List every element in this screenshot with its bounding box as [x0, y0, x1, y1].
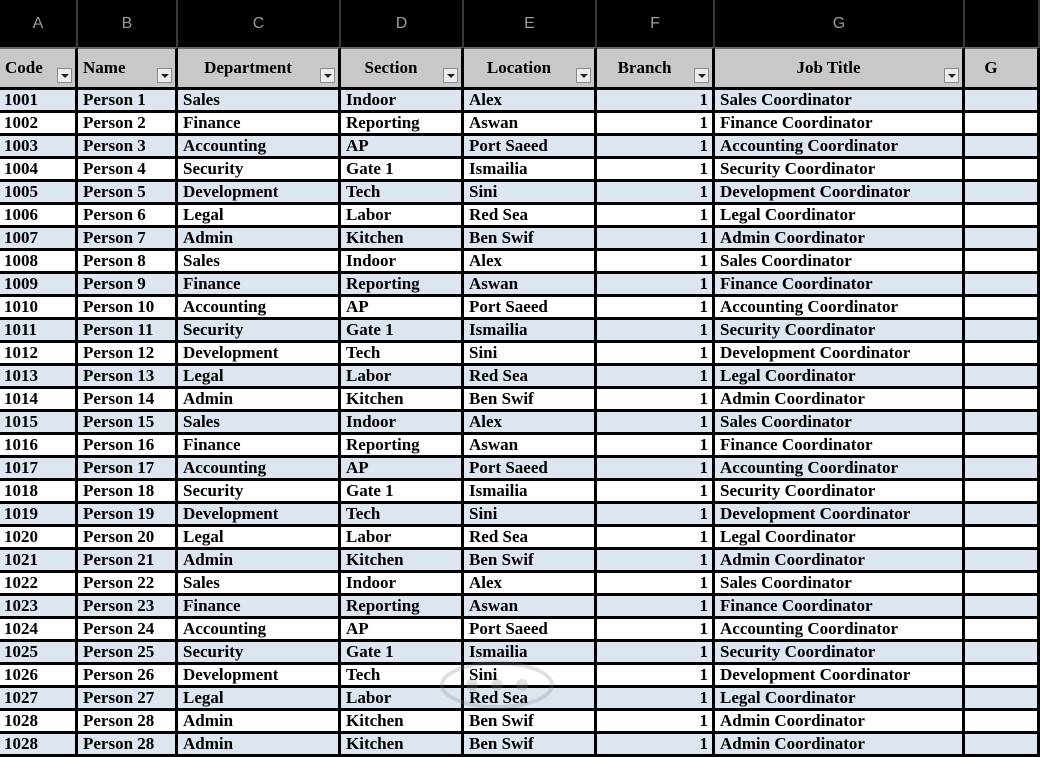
branch-cell[interactable]: 1	[597, 297, 715, 320]
department-cell[interactable]: Security	[178, 481, 341, 504]
section-cell[interactable]: Indoor	[341, 573, 464, 596]
job-title-cell[interactable]: Sales Coordinator	[715, 90, 965, 113]
name-cell[interactable]: Person 17	[78, 458, 178, 481]
table-row	[0, 90, 1040, 113]
table-row	[0, 412, 1040, 435]
name-cell[interactable]: Person 20	[78, 527, 178, 550]
table-row	[0, 205, 1040, 228]
department-cell[interactable]: Security	[178, 642, 341, 665]
branch-cell[interactable]: 1	[597, 136, 715, 159]
branch-cell[interactable]: 1	[597, 228, 715, 251]
section-cell[interactable]: Tech	[341, 665, 464, 688]
header-label: Location	[486, 58, 552, 77]
department-cell[interactable]: Sales	[178, 573, 341, 596]
table-row	[0, 458, 1040, 481]
location-cell[interactable]: Sini	[464, 665, 597, 688]
table-row	[0, 343, 1040, 366]
empty-cell[interactable]	[965, 136, 1040, 159]
table-row	[0, 274, 1040, 297]
name-cell[interactable]: Person 4	[78, 159, 178, 182]
department-cell[interactable]: Admin	[178, 711, 341, 734]
job-title-cell[interactable]: Accounting Coordinator	[715, 297, 965, 320]
branch-cell[interactable]: 1	[597, 274, 715, 297]
job-title-cell[interactable]: Security Coordinator	[715, 159, 965, 182]
section-cell[interactable]: Kitchen	[341, 389, 464, 412]
column-letter-0[interactable]: A	[0, 0, 78, 47]
section-cell[interactable]: Indoor	[341, 412, 464, 435]
department-cell[interactable]: Legal	[178, 527, 341, 550]
column-letter-5[interactable]: F	[597, 0, 715, 47]
empty-cell[interactable]	[965, 550, 1040, 573]
location-cell[interactable]: Red Sea	[464, 527, 597, 550]
name-cell[interactable]: Person 28	[78, 734, 178, 757]
name-cell[interactable]: Person 13	[78, 366, 178, 389]
job-title-cell[interactable]: Legal Coordinator	[715, 366, 965, 389]
empty-cell[interactable]	[965, 619, 1040, 642]
empty-cell[interactable]	[965, 113, 1040, 136]
table-row	[0, 711, 1040, 734]
code-cell[interactable]: 1002	[0, 113, 78, 136]
section-cell[interactable]: AP	[341, 136, 464, 159]
code-cell[interactable]: 1023	[0, 596, 78, 619]
location-cell[interactable]: Aswan	[464, 435, 597, 458]
table-row	[0, 320, 1040, 343]
section-cell[interactable]: Indoor	[341, 251, 464, 274]
name-cell[interactable]: Person 21	[78, 550, 178, 573]
empty-cell[interactable]	[965, 481, 1040, 504]
filter-dropdown-button[interactable]	[694, 68, 709, 83]
table-row	[0, 596, 1040, 619]
job-title-cell[interactable]: Sales Coordinator	[715, 251, 965, 274]
name-cell[interactable]: Person 15	[78, 412, 178, 435]
department-cell[interactable]: Legal	[178, 366, 341, 389]
empty-cell[interactable]	[965, 343, 1040, 366]
empty-cell[interactable]	[965, 596, 1040, 619]
table-row	[0, 366, 1040, 389]
section-cell[interactable]: Labor	[341, 366, 464, 389]
section-cell[interactable]: Reporting	[341, 274, 464, 297]
header-cell-4[interactable]	[464, 47, 597, 90]
header-label: Section	[364, 58, 418, 77]
column-letters-row	[0, 0, 1040, 47]
branch-cell[interactable]: 1	[597, 596, 715, 619]
section-cell[interactable]: Reporting	[341, 113, 464, 136]
location-cell[interactable]: Ismailia	[464, 481, 597, 504]
code-cell[interactable]: 1014	[0, 389, 78, 412]
location-cell[interactable]: Ben Swif	[464, 711, 597, 734]
header-label: Name	[83, 58, 126, 77]
location-cell[interactable]: Aswan	[464, 274, 597, 297]
section-cell[interactable]: Tech	[341, 343, 464, 366]
code-cell[interactable]: 1006	[0, 205, 78, 228]
code-cell[interactable]: 1017	[0, 458, 78, 481]
section-cell[interactable]: Kitchen	[341, 550, 464, 573]
empty-cell[interactable]	[965, 205, 1040, 228]
code-cell[interactable]: 1021	[0, 550, 78, 573]
code-cell[interactable]: 1012	[0, 343, 78, 366]
section-cell[interactable]: Kitchen	[341, 734, 464, 757]
name-cell[interactable]: Person 9	[78, 274, 178, 297]
job-title-cell[interactable]: Finance Coordinator	[715, 274, 965, 297]
section-cell[interactable]: Gate 1	[341, 159, 464, 182]
location-cell[interactable]: Aswan	[464, 113, 597, 136]
code-cell[interactable]: 1026	[0, 665, 78, 688]
column-letter-7[interactable]	[965, 0, 1040, 47]
job-title-cell[interactable]: Accounting Coordinator	[715, 458, 965, 481]
code-cell[interactable]: 1018	[0, 481, 78, 504]
department-cell[interactable]: Admin	[178, 550, 341, 573]
name-cell[interactable]: Person 3	[78, 136, 178, 159]
location-cell[interactable]: Ben Swif	[464, 228, 597, 251]
empty-cell[interactable]	[965, 711, 1040, 734]
table-row	[0, 527, 1040, 550]
department-cell[interactable]: Admin	[178, 228, 341, 251]
job-title-cell[interactable]: Development Coordinator	[715, 182, 965, 205]
location-cell[interactable]: Aswan	[464, 596, 597, 619]
code-cell[interactable]: 1004	[0, 159, 78, 182]
location-cell[interactable]: Ismailia	[464, 642, 597, 665]
table-row	[0, 688, 1040, 711]
name-cell[interactable]: Person 19	[78, 504, 178, 527]
department-cell[interactable]: Finance	[178, 274, 341, 297]
location-cell[interactable]: Ismailia	[464, 320, 597, 343]
section-cell[interactable]: AP	[341, 619, 464, 642]
section-cell[interactable]: Labor	[341, 205, 464, 228]
section-cell[interactable]: Gate 1	[341, 320, 464, 343]
header-cell-6[interactable]	[715, 47, 965, 90]
empty-cell[interactable]	[965, 734, 1040, 757]
code-cell[interactable]: 1007	[0, 228, 78, 251]
section-cell[interactable]: AP	[341, 458, 464, 481]
section-cell[interactable]: Gate 1	[341, 481, 464, 504]
section-cell[interactable]: Kitchen	[341, 228, 464, 251]
location-cell[interactable]: Sini	[464, 504, 597, 527]
branch-cell[interactable]: 1	[597, 734, 715, 757]
location-cell[interactable]: Ben Swif	[464, 550, 597, 573]
department-cell[interactable]: Legal	[178, 688, 341, 711]
empty-cell[interactable]	[965, 389, 1040, 412]
empty-cell[interactable]	[965, 228, 1040, 251]
table-row	[0, 619, 1040, 642]
branch-cell[interactable]: 1	[597, 481, 715, 504]
job-title-cell[interactable]: Finance Coordinator	[715, 435, 965, 458]
table-row	[0, 734, 1040, 757]
table-row	[0, 550, 1040, 573]
department-cell[interactable]: Accounting	[178, 458, 341, 481]
name-cell[interactable]: Person 6	[78, 205, 178, 228]
branch-cell[interactable]: 1	[597, 343, 715, 366]
job-title-cell[interactable]: Admin Coordinator	[715, 734, 965, 757]
branch-cell[interactable]: 1	[597, 389, 715, 412]
department-cell[interactable]: Accounting	[178, 136, 341, 159]
empty-cell[interactable]	[965, 274, 1040, 297]
empty-cell[interactable]	[965, 182, 1040, 205]
header-cell-1[interactable]	[78, 47, 178, 90]
table-row	[0, 573, 1040, 596]
table-row	[0, 136, 1040, 159]
job-title-cell[interactable]: Security Coordinator	[715, 320, 965, 343]
code-cell[interactable]: 1019	[0, 504, 78, 527]
code-cell[interactable]: 1027	[0, 688, 78, 711]
header-label: G	[984, 58, 998, 77]
table-header-row	[0, 47, 1040, 90]
section-cell[interactable]: Reporting	[341, 435, 464, 458]
filter-dropdown-button[interactable]	[320, 68, 335, 83]
table-row	[0, 642, 1040, 665]
location-cell[interactable]: Sini	[464, 182, 597, 205]
location-cell[interactable]: Port Saeed	[464, 619, 597, 642]
table-row	[0, 665, 1040, 688]
filter-dropdown-button[interactable]	[157, 68, 172, 83]
section-cell[interactable]: Tech	[341, 182, 464, 205]
department-cell[interactable]: Finance	[178, 113, 341, 136]
department-cell[interactable]: Admin	[178, 734, 341, 757]
branch-cell[interactable]: 1	[597, 665, 715, 688]
location-cell[interactable]: Port Saeed	[464, 136, 597, 159]
empty-cell[interactable]	[965, 435, 1040, 458]
section-cell[interactable]: Indoor	[341, 90, 464, 113]
header-cell-7[interactable]	[965, 47, 1040, 90]
branch-cell[interactable]: 1	[597, 182, 715, 205]
section-cell[interactable]: Kitchen	[341, 711, 464, 734]
code-cell[interactable]: 1009	[0, 274, 78, 297]
header-cell-5[interactable]	[597, 47, 715, 90]
name-cell[interactable]: Person 2	[78, 113, 178, 136]
empty-cell[interactable]	[965, 297, 1040, 320]
section-cell[interactable]: Reporting	[341, 596, 464, 619]
code-cell[interactable]: 1015	[0, 412, 78, 435]
location-cell[interactable]: Red Sea	[464, 366, 597, 389]
code-cell[interactable]: 1028	[0, 711, 78, 734]
name-cell[interactable]: Person 11	[78, 320, 178, 343]
job-title-cell[interactable]: Development Coordinator	[715, 665, 965, 688]
name-cell[interactable]: Person 28	[78, 711, 178, 734]
department-cell[interactable]: Accounting	[178, 297, 341, 320]
branch-cell[interactable]: 1	[597, 711, 715, 734]
table-row	[0, 182, 1040, 205]
department-cell[interactable]: Sales	[178, 412, 341, 435]
empty-cell[interactable]	[965, 504, 1040, 527]
branch-cell[interactable]: 1	[597, 504, 715, 527]
job-title-cell[interactable]: Security Coordinator	[715, 642, 965, 665]
code-cell[interactable]: 1024	[0, 619, 78, 642]
department-cell[interactable]: Legal	[178, 205, 341, 228]
table-row	[0, 504, 1040, 527]
code-cell[interactable]: 1001	[0, 90, 78, 113]
branch-cell[interactable]: 1	[597, 688, 715, 711]
code-cell[interactable]: 1028	[0, 734, 78, 757]
branch-cell[interactable]: 1	[597, 573, 715, 596]
column-letter-3[interactable]: D	[341, 0, 464, 47]
empty-cell[interactable]	[965, 642, 1040, 665]
name-cell[interactable]: Person 1	[78, 90, 178, 113]
branch-cell[interactable]: 1	[597, 458, 715, 481]
filter-dropdown-button[interactable]	[944, 68, 959, 83]
filter-dropdown-button[interactable]	[576, 68, 591, 83]
code-cell[interactable]: 1025	[0, 642, 78, 665]
name-cell[interactable]: Person 7	[78, 228, 178, 251]
branch-cell[interactable]: 1	[597, 320, 715, 343]
job-title-cell[interactable]: Accounting Coordinator	[715, 619, 965, 642]
code-cell[interactable]: 1010	[0, 297, 78, 320]
job-title-cell[interactable]: Admin Coordinator	[715, 389, 965, 412]
location-cell[interactable]: Red Sea	[464, 205, 597, 228]
name-cell[interactable]: Person 24	[78, 619, 178, 642]
job-title-cell[interactable]: Finance Coordinator	[715, 113, 965, 136]
header-cell-3[interactable]	[341, 47, 464, 90]
header-cell-0[interactable]	[0, 47, 78, 90]
name-cell[interactable]: Person 5	[78, 182, 178, 205]
location-cell[interactable]: Ben Swif	[464, 389, 597, 412]
code-cell[interactable]: 1008	[0, 251, 78, 274]
job-title-cell[interactable]: Finance Coordinator	[715, 596, 965, 619]
department-cell[interactable]: Security	[178, 159, 341, 182]
location-cell[interactable]: Alex	[464, 412, 597, 435]
branch-cell[interactable]: 1	[597, 90, 715, 113]
department-cell[interactable]: Development	[178, 182, 341, 205]
branch-cell[interactable]: 1	[597, 366, 715, 389]
name-cell[interactable]: Person 10	[78, 297, 178, 320]
code-cell[interactable]: 1003	[0, 136, 78, 159]
code-cell[interactable]: 1011	[0, 320, 78, 343]
table-body	[0, 90, 1040, 757]
empty-cell[interactable]	[965, 458, 1040, 481]
table-row	[0, 159, 1040, 182]
column-letter-4[interactable]: E	[464, 0, 597, 47]
job-title-cell[interactable]: Admin Coordinator	[715, 228, 965, 251]
department-cell[interactable]: Development	[178, 343, 341, 366]
table-row	[0, 228, 1040, 251]
job-title-cell[interactable]: Accounting Coordinator	[715, 136, 965, 159]
table-row	[0, 251, 1040, 274]
section-cell[interactable]: Gate 1	[341, 642, 464, 665]
table-row	[0, 113, 1040, 136]
branch-cell[interactable]: 1	[597, 550, 715, 573]
location-cell[interactable]: Alex	[464, 573, 597, 596]
table-row	[0, 481, 1040, 504]
department-cell[interactable]: Admin	[178, 389, 341, 412]
empty-cell[interactable]	[965, 527, 1040, 550]
column-letter-1[interactable]: B	[78, 0, 178, 47]
name-cell[interactable]: Person 12	[78, 343, 178, 366]
job-title-cell[interactable]: Admin Coordinator	[715, 550, 965, 573]
branch-cell[interactable]: 1	[597, 642, 715, 665]
job-title-cell[interactable]: Sales Coordinator	[715, 412, 965, 435]
empty-cell[interactable]	[965, 366, 1040, 389]
empty-cell[interactable]	[965, 320, 1040, 343]
column-letter-6[interactable]: G	[715, 0, 965, 47]
empty-cell[interactable]	[965, 159, 1040, 182]
branch-cell[interactable]: 1	[597, 619, 715, 642]
code-cell[interactable]: 1016	[0, 435, 78, 458]
header-label: Department	[204, 58, 292, 77]
table-row	[0, 297, 1040, 320]
code-cell[interactable]: 1005	[0, 182, 78, 205]
job-title-cell[interactable]: Sales Coordinator	[715, 573, 965, 596]
branch-cell[interactable]: 1	[597, 159, 715, 182]
job-title-cell[interactable]: Development Coordinator	[715, 343, 965, 366]
header-cell-2[interactable]	[178, 47, 341, 90]
department-cell[interactable]: Sales	[178, 90, 341, 113]
section-cell[interactable]: Tech	[341, 504, 464, 527]
location-cell[interactable]: Red Sea	[464, 688, 597, 711]
location-cell[interactable]: Port Saeed	[464, 458, 597, 481]
name-cell[interactable]: Person 8	[78, 251, 178, 274]
location-cell[interactable]: Port Saeed	[464, 297, 597, 320]
branch-cell[interactable]: 1	[597, 251, 715, 274]
location-cell[interactable]: Alex	[464, 251, 597, 274]
branch-cell[interactable]: 1	[597, 435, 715, 458]
department-cell[interactable]: Finance	[178, 435, 341, 458]
column-letter-2[interactable]: C	[178, 0, 341, 47]
department-cell[interactable]: Development	[178, 504, 341, 527]
code-cell[interactable]: 1022	[0, 573, 78, 596]
job-title-cell[interactable]: Admin Coordinator	[715, 711, 965, 734]
table-row	[0, 389, 1040, 412]
department-cell[interactable]: Security	[178, 320, 341, 343]
empty-cell[interactable]	[965, 573, 1040, 596]
empty-cell[interactable]	[965, 665, 1040, 688]
code-cell[interactable]: 1013	[0, 366, 78, 389]
empty-cell[interactable]	[965, 90, 1040, 113]
job-title-cell[interactable]: Security Coordinator	[715, 481, 965, 504]
branch-cell[interactable]: 1	[597, 412, 715, 435]
department-cell[interactable]: Sales	[178, 251, 341, 274]
section-cell[interactable]: Labor	[341, 688, 464, 711]
location-cell[interactable]: Alex	[464, 90, 597, 113]
department-cell[interactable]: Development	[178, 665, 341, 688]
name-cell[interactable]: Person 16	[78, 435, 178, 458]
section-cell[interactable]: AP	[341, 297, 464, 320]
location-cell[interactable]: Ismailia	[464, 159, 597, 182]
filter-dropdown-button[interactable]	[57, 68, 72, 83]
name-cell[interactable]: Person 23	[78, 596, 178, 619]
department-cell[interactable]: Accounting	[178, 619, 341, 642]
job-title-cell[interactable]: Legal Coordinator	[715, 527, 965, 550]
branch-cell[interactable]: 1	[597, 113, 715, 136]
name-cell[interactable]: Person 22	[78, 573, 178, 596]
branch-cell[interactable]: 1	[597, 205, 715, 228]
name-cell[interactable]: Person 18	[78, 481, 178, 504]
name-cell[interactable]: Person 26	[78, 665, 178, 688]
location-cell[interactable]: Sini	[464, 343, 597, 366]
job-title-cell[interactable]: Legal Coordinator	[715, 688, 965, 711]
name-cell[interactable]: Person 27	[78, 688, 178, 711]
empty-cell[interactable]	[965, 412, 1040, 435]
branch-cell[interactable]: 1	[597, 527, 715, 550]
empty-cell[interactable]	[965, 688, 1040, 711]
name-cell[interactable]: Person 25	[78, 642, 178, 665]
job-title-cell[interactable]: Legal Coordinator	[715, 205, 965, 228]
header-label: Code	[5, 58, 43, 77]
name-cell[interactable]: Person 14	[78, 389, 178, 412]
department-cell[interactable]: Finance	[178, 596, 341, 619]
job-title-cell[interactable]: Development Coordinator	[715, 504, 965, 527]
header-label: Job Title	[796, 58, 861, 77]
empty-cell[interactable]	[965, 251, 1040, 274]
filter-dropdown-button[interactable]	[443, 68, 458, 83]
code-cell[interactable]: 1020	[0, 527, 78, 550]
section-cell[interactable]: Labor	[341, 527, 464, 550]
header-label: Branch	[617, 58, 672, 77]
location-cell[interactable]: Ben Swif	[464, 734, 597, 757]
table-row	[0, 435, 1040, 458]
